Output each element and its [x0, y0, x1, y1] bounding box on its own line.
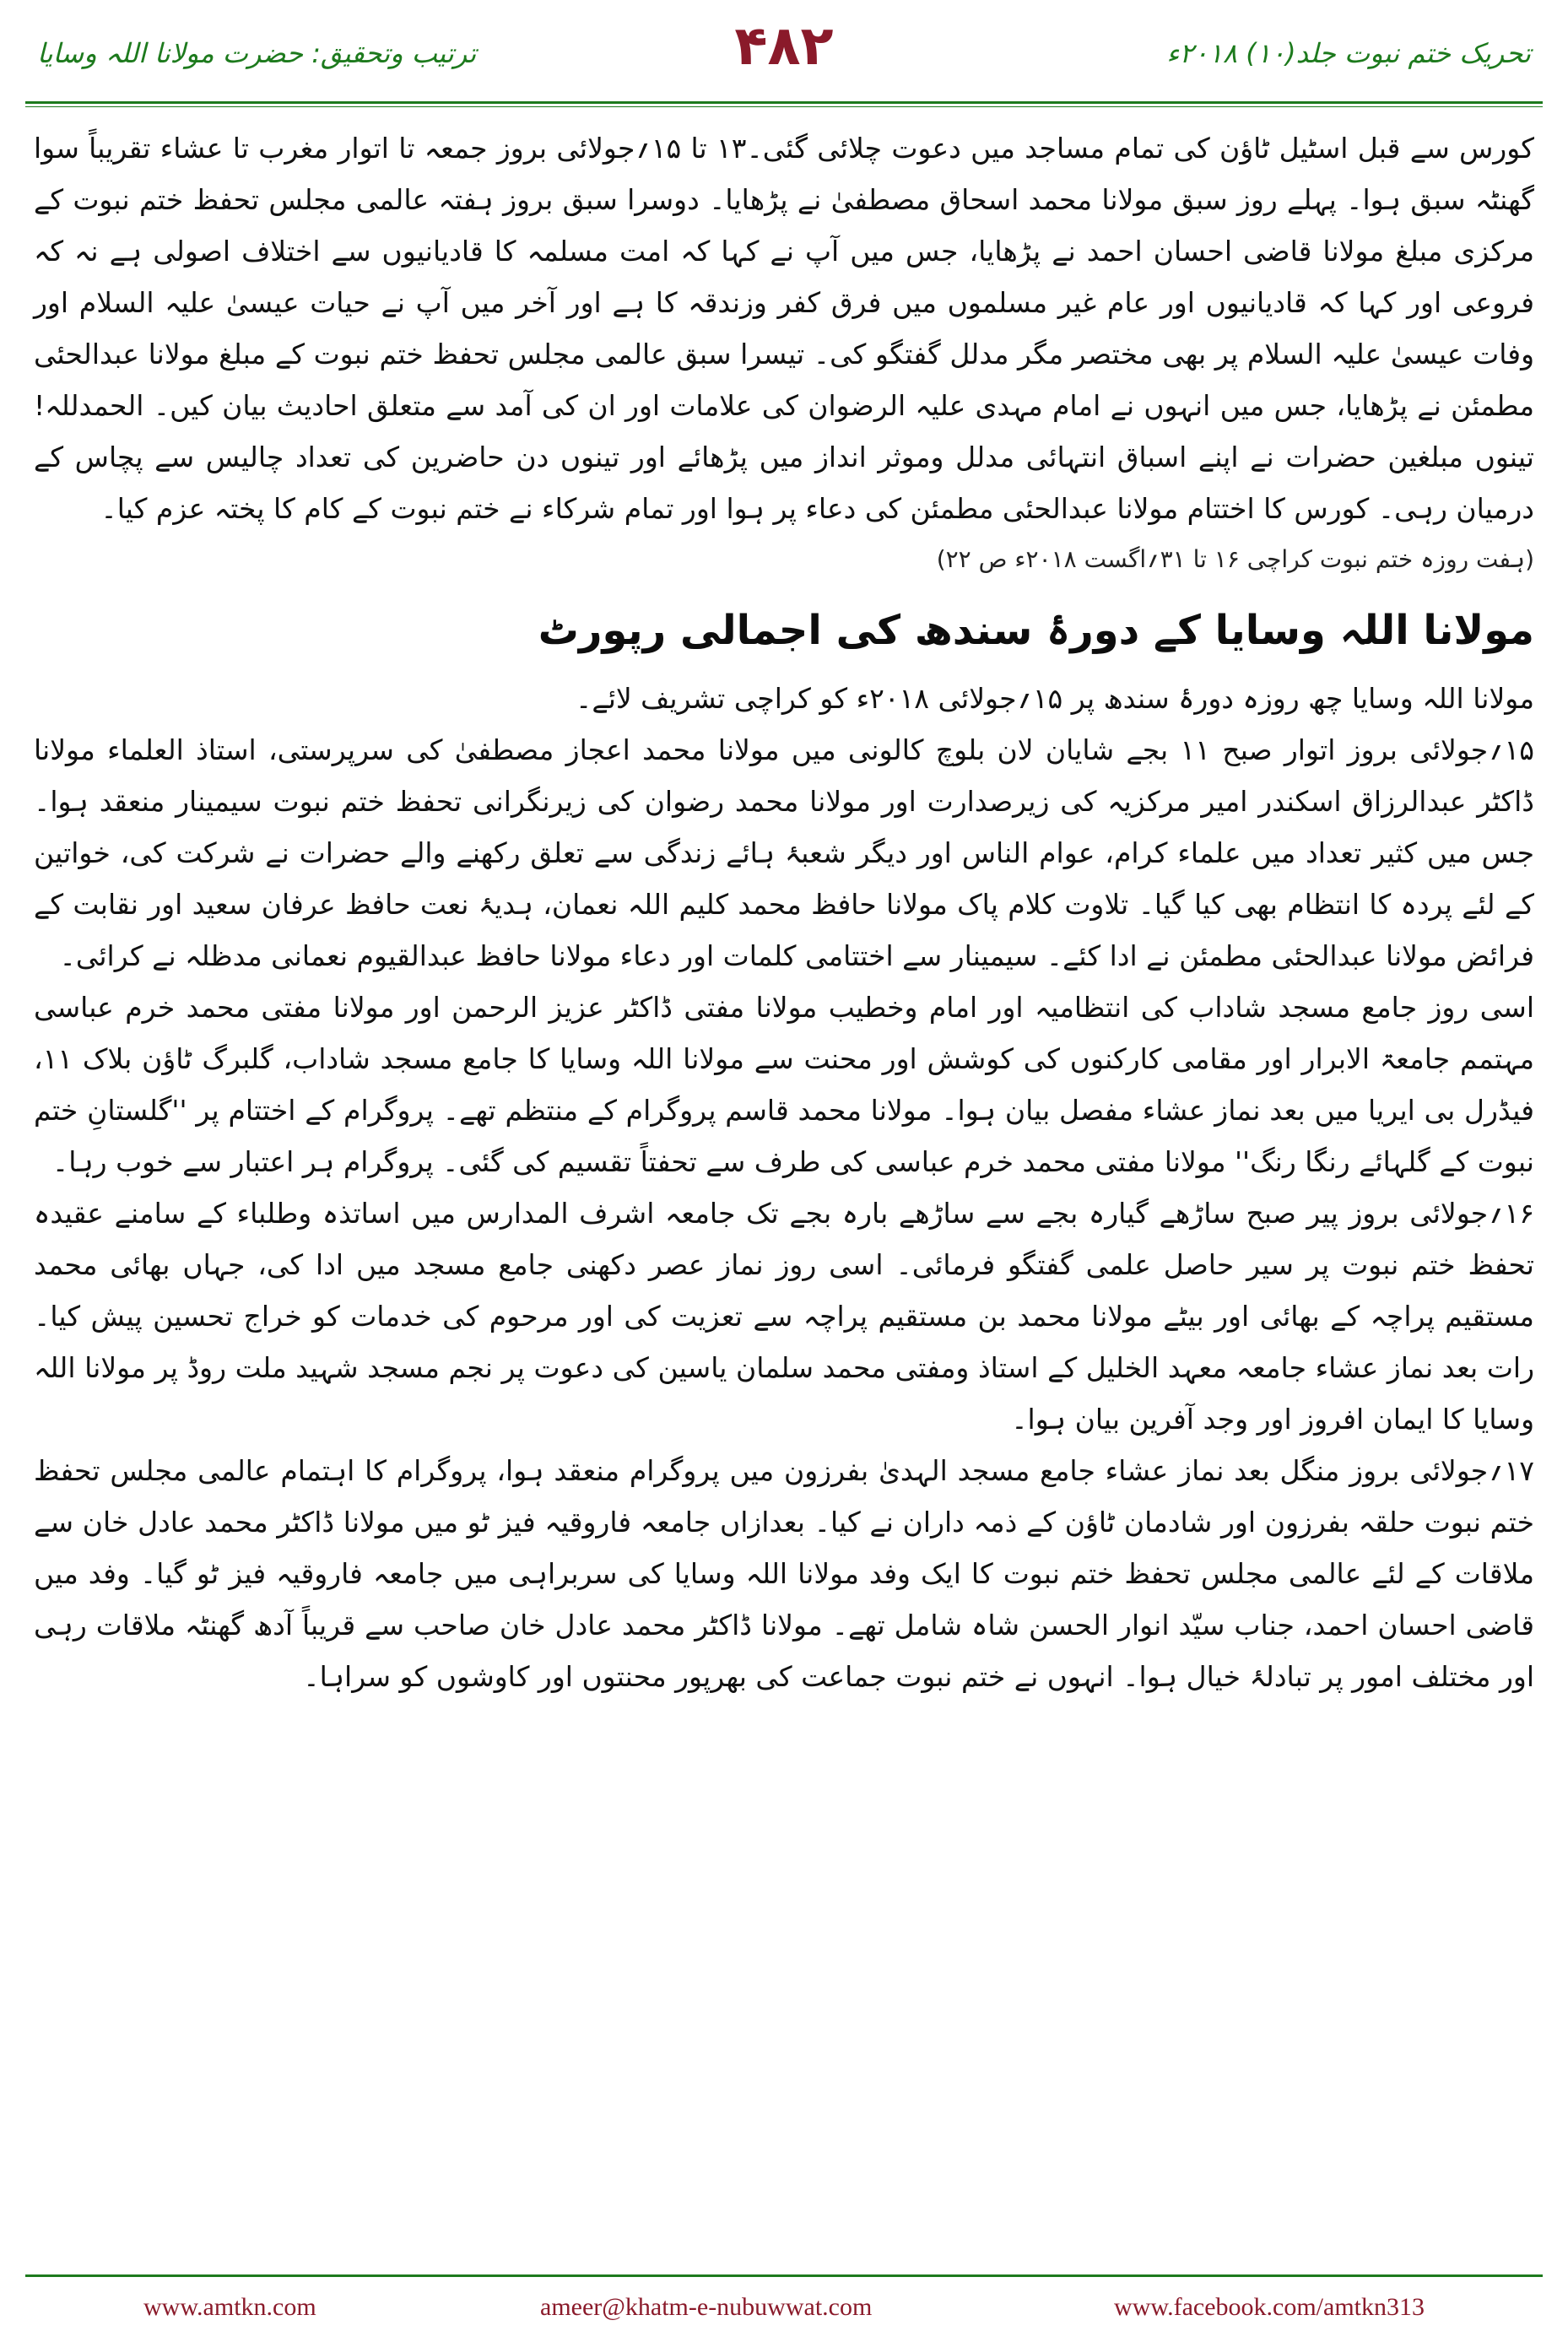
footer-facebook-link[interactable]: www.facebook.com/amtkn313	[1114, 2293, 1425, 2321]
footer-rule	[25, 2274, 1543, 2277]
paragraph-shadab-mosque: اسی روز جامع مسجد شاداب کی انتظامیہ اور امام وخطیب مولانا مفتی ڈاکٹر عزیز الرحمن اور مولانا مفتی محمد خرم عباسی مہتمم جامعۃ الابرار اور مقامی کارکنوں کی کوشش اور محنت سے مولانا اللہ وسایا کا جامع مسجد شاداب، گلبرگ ٹاؤن بلاک ۱۱، فیڈرل بی ایریا میں بعد نماز عشاء مفصل بیان ہوا۔ مولانا محمد قاسم پروگرام کے منتظم تھے۔ پروگرام کے اختتام پر ''گلستانِ ختم نبوت کے گلہائے رنگا رنگ'' مولانا مفتی محمد خرم عباسی کی طرف سے تحفتاً تقسیم کی گئی۔ پروگرام ہر اعتبار سے خوب رہا۔	[34, 991, 1534, 1178]
header-rule	[25, 101, 1543, 104]
paragraph-course: کورس سے قبل اسٹیل ٹاؤن کی تمام مساجد میں دعوت چلائی گئی۔۱۳ تا ۱۵؍جولائی بروز جمعہ تا اتوار مغرب تا عشاء تقریباً سوا گھنٹہ سبق ہوا۔ پہلے روز سبق مولانا محمد اسحاق مصطفیٰ نے پڑھایا۔ دوسرا سبق بروز ہفتہ عالمی مجلس تحفظ ختم نبوت کے مرکزی مبلغ مولانا قاضی احسان احمد نے پڑھایا، جس میں آپ نے کہا کہ امت مسلمہ کا قادیانیوں سے اختلاف اصولی ہے نہ کہ فروعی اور کہا کہ قادیانیوں اور عام غیر مسلموں میں فرق کفر وزندقہ کا ہے اور آخر میں آپ نے حیات عیسیٰ علیہ السلام اور وفات عیسیٰ علیہ السلام پر بھی مختصر مگر مدلل گفتگو کی۔ تیسرا سبق عالمی مجلس تحفظ ختم نبوت کے مبلغ مولانا عبدالحئی مطمئن نے پڑھایا، جس میں انہوں نے امام مہدی علیہ الرضوان کی علامات اور ان کی آمد سے متعلق احادیث بیان کیں۔ الحمدللہ! تینوں مبلغین حضرات نے اپنے اسباق انتہائی مدلل وموثر انداز میں پڑھائے اور تینوں دن حاضرین کی تعداد چالیس سے پچاس کے درمیان رہی۔ کورس کا اختتام مولانا عبدالحئی مطمئن کی دعاء پر ہوا اور تمام شرکاء نے ختم نبوت کے کام کا پختہ عزم کیا۔	[34, 132, 1535, 525]
footer-email-link[interactable]: ameer@khatm-e-nubuwwat.com	[540, 2293, 873, 2321]
paragraph-july17: ۱۷؍جولائی بروز منگل بعد نماز عشاء جامع مسجد الہدیٰ بفرزون میں پروگرام منعقد ہوا، پروگرام کا اہتمام عالمی مجلس تحفظ ختم نبوت حلقہ بفرزون اور شادمان ٹاؤن کے ذمہ داران نے کیا۔ بعدازاں جامعہ فاروقیہ فیز ٹو میں مولانا ڈاکٹر محمد عادل خان سے ملاقات کے لئے عالمی مجلس تحفظ ختم نبوت کا ایک وفد مولانا اللہ وسایا کی سربراہی میں جامعہ فاروقیہ فیز ٹو گیا۔ وفد میں قاضی احسان احمد، جناب سیّد انوار الحسن شاہ شامل تھے۔ مولانا ڈاکٹر محمد عادل خان صاحب سے قریباً آدھ گھنٹہ ملاقات رہی اور مختلف امور پر تبادلۂ خیال ہوا۔ انہوں نے ختم نبوت جماعت کی بھرپور محنتوں اور کاوشوں کو سراہا۔	[34, 1454, 1534, 1693]
book-title: تحریک ختم نبوت جلد(۱۰) ۲۰۱۸ء	[1166, 37, 1531, 69]
page-header	[0, 0, 1568, 127]
compiler-credit: ترتیب وتحقیق: حضرت مولانا اللہ وسایا	[37, 37, 477, 69]
paragraph-july16: ۱۶؍جولائی بروز پیر صبح ساڑھے گیارہ بجے سے ساڑھے بارہ بجے تک جامعہ اشرف المدارس میں اساتذہ وطلباء کے سامنے عقیدہ تحفظ ختم نبوت پر سیر حاصل علمی گفتگو فرمائی۔ اسی روز نماز عصر دکھنی جامع مسجد میں ادا کی، جہاں بھائی محمد مستقیم پراچہ کے بھائی اور بیٹے مولانا محمد بن مستقیم پراچہ سے تعزیت کی اور مرحوم کی خدمات کو خراج تحسین پیش کیا۔ رات بعد نماز عشاء جامعہ معہد الخلیل کے استاذ ومفتی محمد سلمان یاسین کی دعوت پر نجم مسجد شہید ملت روڈ پر مولانا اللہ وسایا کا ایمان افروز اور وجد آفرین بیان ہوا۔	[34, 1197, 1534, 1436]
source-reference: (ہفت روزہ ختم نبوت کراچی ۱۶ تا ۳۱؍اگست ۲۰۱۸ء ص ۲۲)	[936, 545, 1534, 573]
paragraph-arrival: مولانا اللہ وسایا چھ روزہ دورۂ سندھ پر ۱۵؍جولائی ۲۰۱۸ء کو کراچی تشریف لائے۔	[576, 682, 1534, 715]
section-heading: مولانا اللہ وسایا کے دورۂ سندھ کی اجمالی رپورٹ	[538, 607, 1534, 654]
page-body	[34, 122, 1534, 1702]
page-number: ۴۸۲	[734, 15, 834, 78]
header-rule-thin	[25, 106, 1543, 107]
page-footer	[0, 2274, 1568, 2342]
paragraph-july15-seminar: ۱۵؍جولائی بروز اتوار صبح ۱۱ بجے شایان لان بلوچ کالونی میں مولانا محمد اعجاز مصطفیٰ کی سرپرستی، استاذ العلماء مولانا ڈاکٹر عبدالرزاق اسکندر امیر مرکزیہ کی زیرصدارت اور مولانا محمد رضوان کی زیرنگرانی تحفظ ختم نبوت سیمینار منعقد ہوا۔ جس میں کثیر تعداد میں علماء کرام، عوام الناس اور دیگر شعبۂ ہائے زندگی سے تعلق رکھنے والے حضرات نے شرکت کی، خواتین کے لئے پردہ کا انتظام بھی کیا گیا۔ تلاوت کلام پاک مولانا حافظ محمد کلیم اللہ نعمان، ہدیۂ نعت حافظ عرفان سعید اور نقابت کے فرائض مولانا عبدالحئی مطمئن نے ادا کئے۔ سیمینار سے اختتامی کلمات اور دعاء مولانا حافظ عبدالقیوم نعمانی مدظلہ نے کرائی۔	[34, 733, 1534, 972]
footer-website-link[interactable]: www.amtkn.com	[143, 2293, 316, 2321]
